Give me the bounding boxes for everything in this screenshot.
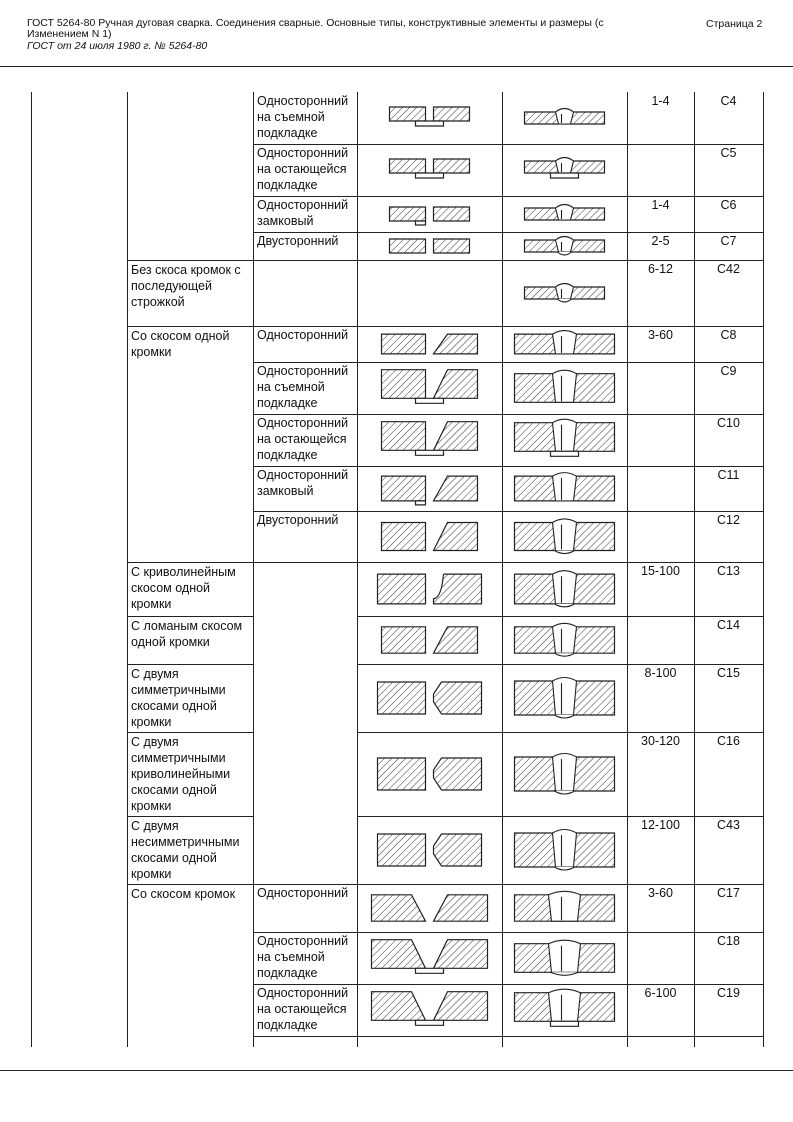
joint-code: С10 [717, 416, 740, 430]
table-row-line [127, 732, 253, 733]
welded-joint-drawing [504, 513, 625, 560]
joint-code: С11 [717, 468, 740, 482]
joint-type-label: Односторонний замковый [257, 468, 349, 498]
header-divider [0, 66, 793, 67]
edge-preparation-drawing [359, 146, 500, 194]
joint-code: С42 [717, 262, 740, 276]
welded-joint-drawing [504, 234, 625, 258]
table-column-line [502, 92, 503, 1047]
joint-code: С5 [720, 146, 737, 160]
joint-code: С13 [717, 564, 740, 578]
welded-joint-drawing [504, 416, 625, 464]
joint-type-label: Двусторонний [257, 513, 339, 527]
joint-group-label: С криволинейным скосом одной кромки [131, 565, 236, 611]
welded-joint-drawing [504, 818, 625, 882]
table-row-line [127, 326, 253, 327]
joint-code: С16 [717, 734, 740, 748]
joint-code: С19 [717, 986, 740, 1000]
thickness-range: 1-4 [651, 94, 670, 108]
joint-code: С8 [720, 328, 737, 342]
table-column-line [357, 92, 358, 1047]
table-row-line [127, 616, 253, 617]
joint-type-label: Односторонний замковый [257, 198, 349, 228]
edge-preparation-drawing [359, 198, 500, 230]
joint-group-label: С двумя симметричными скосами одной кромки [131, 667, 226, 729]
edge-preparation-drawing [359, 986, 500, 1034]
welded-joint-drawing [504, 666, 625, 730]
thickness-range: 3-60 [647, 328, 674, 342]
joint-group-label: С двумя несимметричными скосами одной кромки [131, 819, 240, 881]
thickness-range: 12-100 [641, 818, 680, 832]
edge-preparation-drawing [359, 818, 500, 882]
welded-joint-drawing [504, 564, 625, 614]
thickness-range: 3-60 [647, 886, 674, 900]
joint-code: С14 [717, 618, 740, 632]
edge-preparation-drawing [359, 666, 500, 730]
joint-type-label: Односторонний на съемной подкладке [257, 934, 349, 980]
table-column-line [763, 92, 764, 1047]
edge-preparation-drawing [359, 328, 500, 360]
welded-joint-drawing [504, 886, 625, 930]
edge-preparation-drawing [359, 364, 500, 412]
welded-joint-drawing [504, 986, 625, 1034]
table-column-line [31, 92, 32, 1047]
joint-type-label: Односторонний [257, 328, 349, 342]
table-row-line [127, 816, 253, 817]
welded-joint-drawing [504, 618, 625, 662]
table-row-line [127, 664, 253, 665]
edge-preparation-drawing [359, 734, 500, 814]
thickness-range: 8-100 [644, 666, 677, 680]
joint-code: С7 [720, 234, 737, 248]
joint-group-label: Со скосом кромок [131, 887, 236, 901]
joint-code: С9 [720, 364, 737, 378]
welded-joint-drawing [504, 468, 625, 509]
edge-preparation-drawing [359, 94, 500, 142]
joint-group-label: С ломаным скосом одной кромки [131, 619, 243, 649]
welded-joint-drawing [504, 734, 625, 814]
thickness-range: 6-12 [647, 262, 674, 276]
welded-joint-drawing [504, 364, 625, 412]
joint-group-label: Со скосом одной кромки [131, 329, 230, 359]
joint-code: С43 [717, 818, 740, 832]
edge-preparation-drawing [359, 468, 500, 509]
joint-type-label: Односторонний [257, 886, 349, 900]
joint-code: С15 [717, 666, 740, 680]
table-row-line [127, 260, 253, 261]
joint-code: С17 [717, 886, 740, 900]
edge-preparation-drawing [359, 618, 500, 662]
edge-preparation-drawing [359, 934, 500, 982]
joint-group-label: Без скоса кромок с последующей строжкой [131, 263, 241, 309]
table-row-line [357, 1036, 763, 1037]
edge-preparation-drawing [359, 416, 500, 464]
edge-preparation-drawing [359, 513, 500, 560]
joint-type-label: Односторонний на остающейся подкладке [257, 986, 349, 1032]
thickness-range: 2-5 [651, 234, 670, 248]
document-reference: ГОСТ от 24 июля 1980 г. № 5264-80 [27, 40, 208, 52]
edge-preparation-drawing [359, 234, 500, 258]
joint-type-label: Односторонний на съемной подкладке [257, 364, 349, 410]
joint-code: С6 [720, 198, 737, 212]
thickness-range: 15-100 [641, 564, 680, 578]
table-row-line [253, 1036, 357, 1037]
joint-type-label: Односторонний на остающейся подкладке [257, 416, 349, 462]
welded-joint-drawing [504, 146, 625, 194]
thickness-range: 6-100 [644, 986, 677, 1000]
welded-joint-drawing [504, 262, 625, 324]
joint-code: С4 [720, 94, 737, 108]
joint-type-label: Односторонний на съемной подкладке [257, 94, 349, 140]
table-column-line [127, 92, 128, 1047]
edge-preparation-drawing [359, 886, 500, 930]
table-row-line [127, 562, 253, 563]
footer-divider [0, 1070, 793, 1071]
joint-type-label: Двусторонний [257, 234, 339, 248]
table-row-line [127, 884, 253, 885]
joint-group-label: С двумя симметричными криволинейными скосами одной кромки [131, 735, 231, 813]
joint-type-label: Односторонний на остающейся подкладке [257, 146, 349, 192]
thickness-range: 1-4 [651, 198, 670, 212]
thickness-range: 30-120 [641, 734, 680, 748]
page-number: Страница 2 [706, 18, 763, 30]
table-row-line [253, 562, 357, 563]
welded-joint-drawing [504, 934, 625, 982]
table-column-line [253, 92, 254, 1047]
document-title: ГОСТ 5264-80 Ручная дуговая сварка. Соединения сварные. Основные типы, конструктивные элементы и размеры (с Изменением N 1) [27, 17, 604, 40]
welded-joint-drawing [504, 198, 625, 230]
edge-preparation-drawing [359, 564, 500, 614]
table-row-line [253, 260, 357, 261]
welded-joint-drawing [504, 94, 625, 142]
joint-code: С12 [717, 513, 740, 527]
joint-code: С18 [717, 934, 740, 948]
welded-joint-drawing [504, 328, 625, 360]
